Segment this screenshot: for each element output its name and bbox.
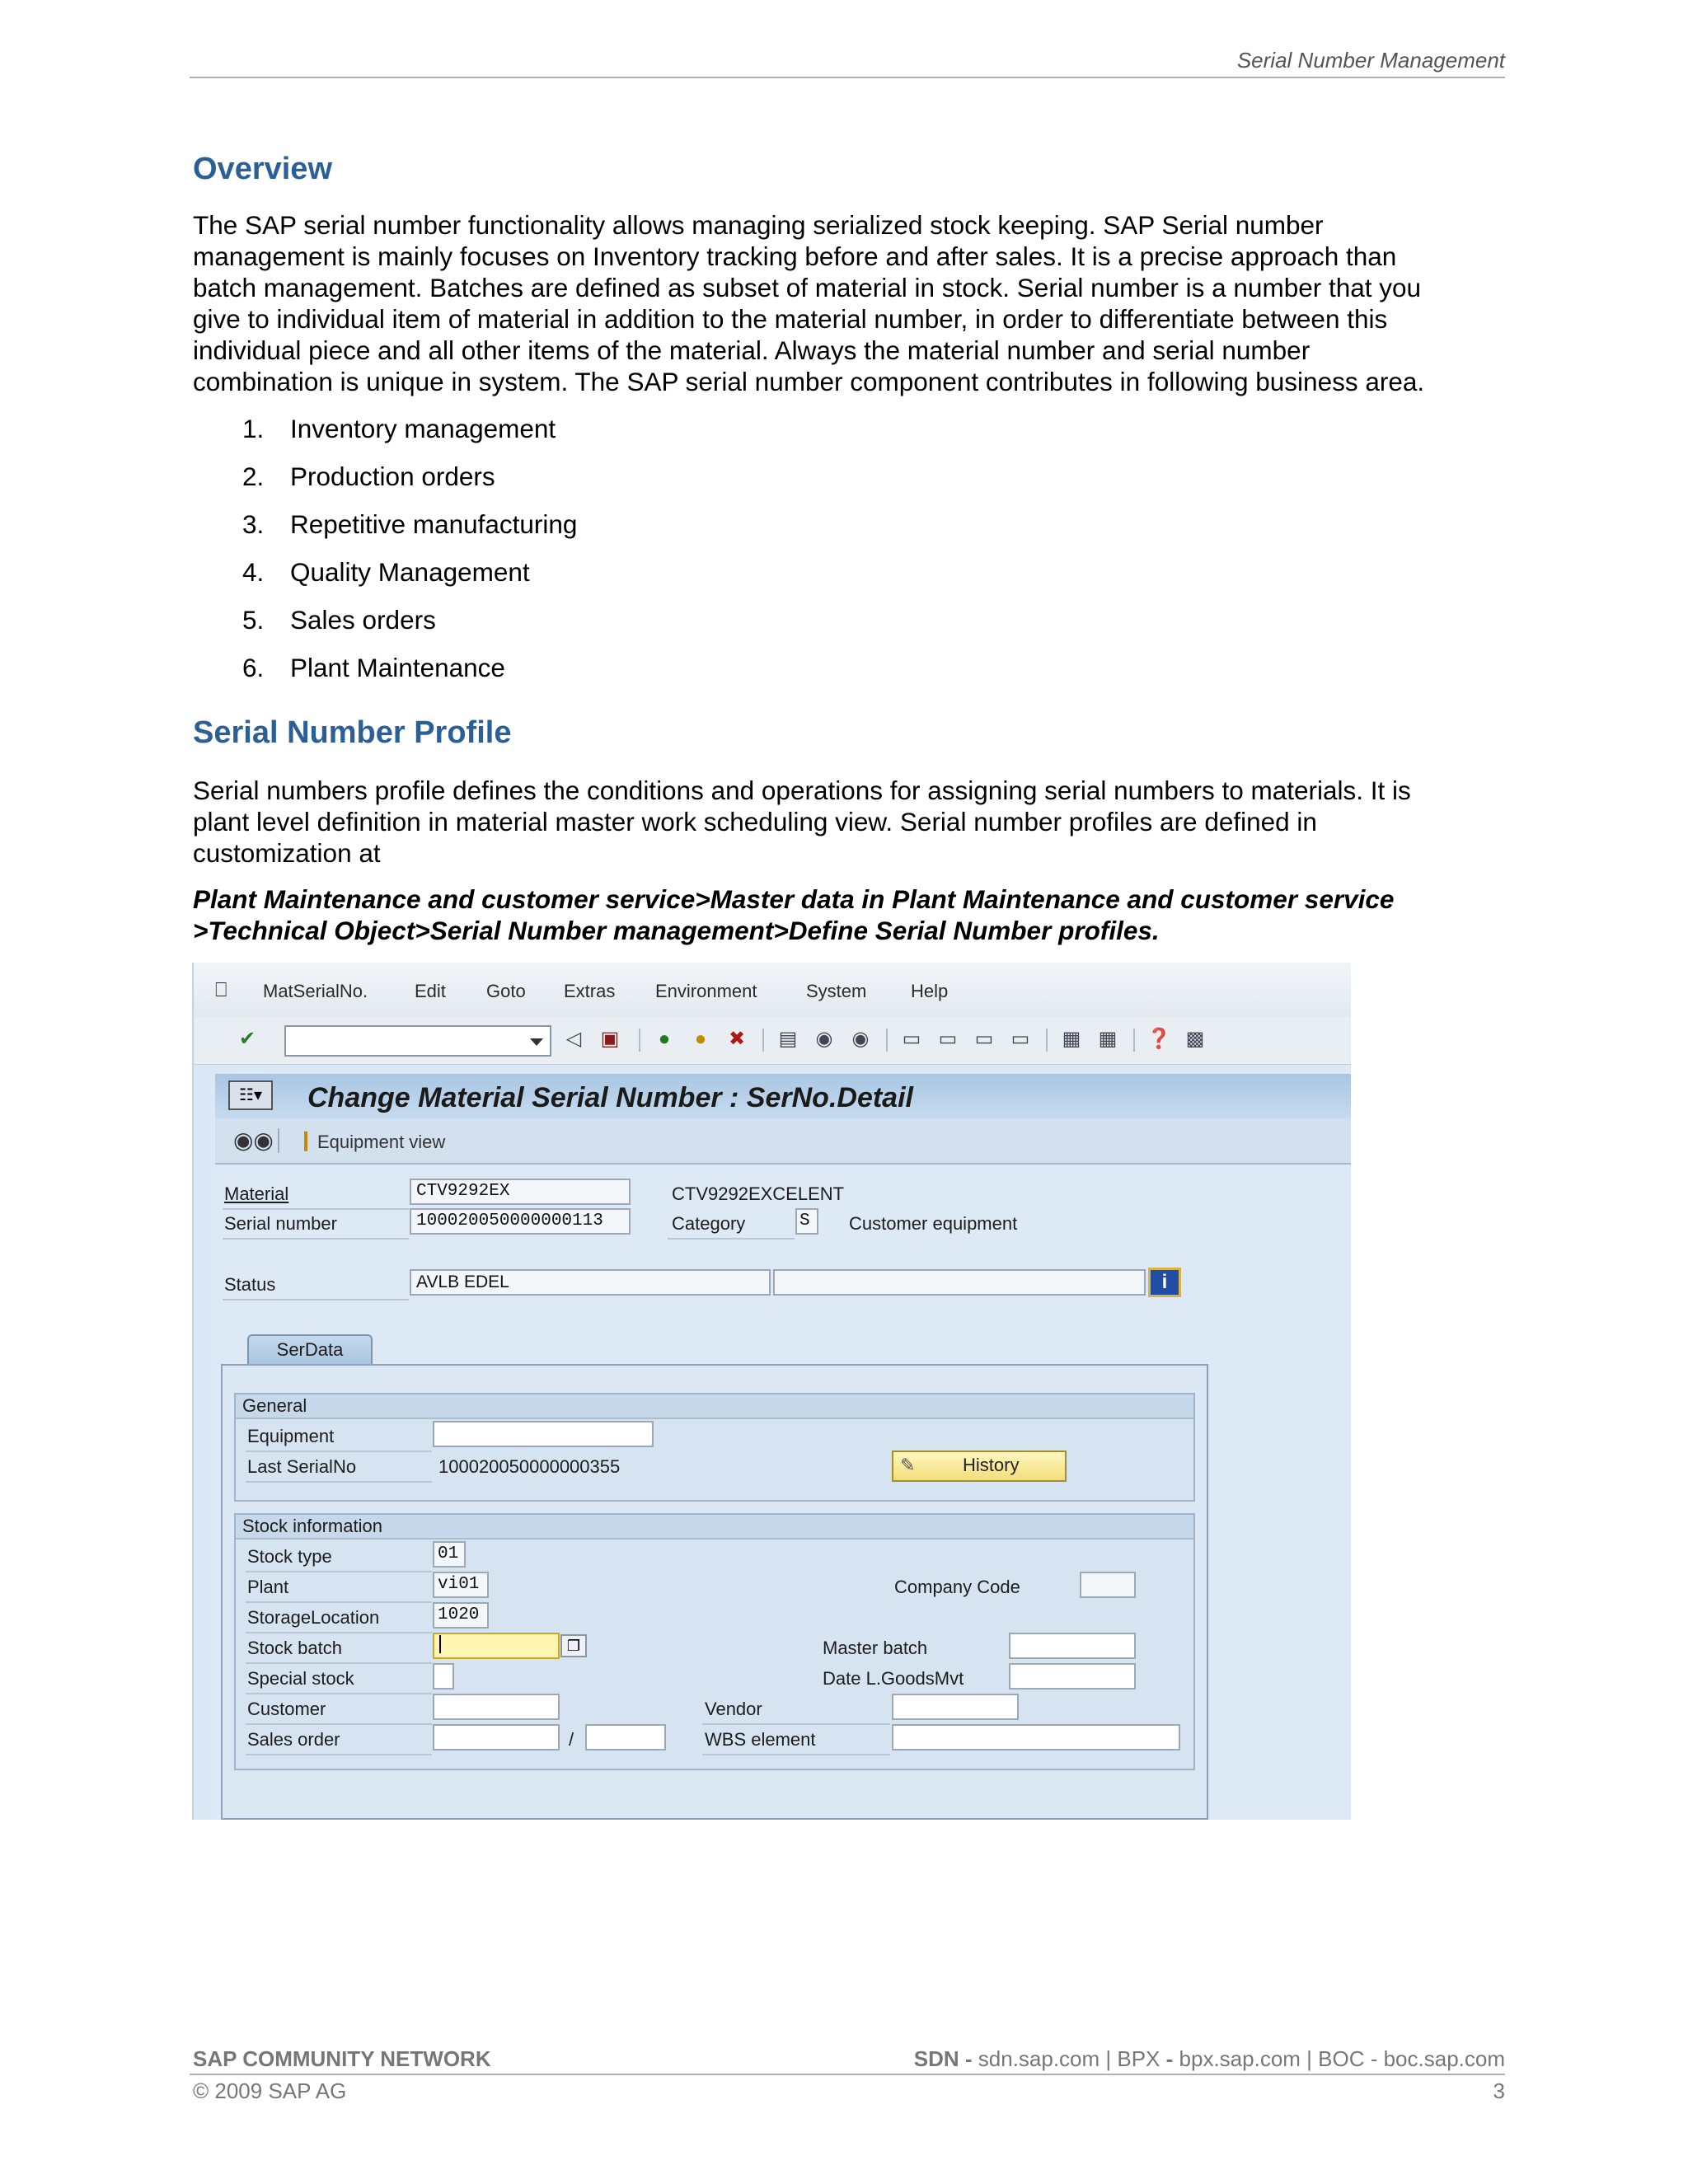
serial-number-field[interactable]: 100020050000000113	[410, 1208, 631, 1235]
history-label: History	[963, 1455, 1020, 1475]
page-number: 3	[1493, 2079, 1505, 2103]
equipment-icon: ❙	[298, 1129, 315, 1151]
info-icon[interactable]: i	[1148, 1268, 1181, 1297]
field-underline	[223, 1299, 409, 1301]
layout-menu-icon[interactable]: ▩	[1185, 1028, 1205, 1050]
menu-extras[interactable]: Extras	[564, 981, 616, 1001]
overview-line: The SAP serial number functionality allows managing serialized stock keeping. SAP Serial number	[193, 210, 1324, 240]
menu-environment[interactable]: Environment	[655, 981, 757, 1001]
list-item	[193, 461, 935, 509]
list-text: Plant Maintenance	[290, 653, 505, 682]
equipment-field[interactable]	[433, 1421, 654, 1447]
screen-title-bar	[215, 1074, 1351, 1118]
field-underline	[246, 1481, 432, 1483]
shortcut-icon[interactable]: ▦	[1098, 1028, 1118, 1050]
stock-batch-field[interactable]	[433, 1633, 560, 1659]
profile-line: customization at	[193, 838, 381, 868]
find-icon[interactable]: ◉	[815, 1028, 833, 1050]
toolbar-separator	[639, 1029, 640, 1052]
overview-paragraph	[193, 209, 1512, 397]
header-rule	[190, 77, 1505, 78]
toolbar-separator	[886, 1029, 888, 1052]
running-head: Serial Number Management	[1236, 48, 1505, 73]
field-underline	[246, 1754, 432, 1755]
chevron-down-icon	[530, 1038, 543, 1046]
equipment-label: Equipment	[247, 1426, 335, 1446]
save-icon[interactable]: ▣	[600, 1028, 620, 1050]
field-underline	[246, 1723, 432, 1725]
material-field[interactable]: CTV9292EX	[410, 1179, 631, 1205]
overview-line: combination is unique in system. The SAP serial number component contributes in following business area.	[193, 367, 1425, 396]
path-line: >Technical Object>Serial Number management>Define Serial Number profiles.	[193, 916, 1160, 945]
last-serialno-value: 100020050000000355	[438, 1456, 621, 1477]
field-underline	[246, 1632, 432, 1633]
list-item	[193, 604, 935, 652]
field-underline	[246, 1662, 432, 1664]
menu-help[interactable]: Help	[911, 981, 949, 1001]
customization-path	[193, 883, 1528, 946]
sales-order-field[interactable]	[433, 1724, 560, 1750]
menu-edit[interactable]: Edit	[415, 981, 446, 1001]
history-button[interactable]	[892, 1451, 1067, 1482]
sales-order-label: Sales order	[247, 1729, 340, 1750]
list-item	[193, 509, 935, 556]
previous-page-icon[interactable]: ▭	[938, 1028, 958, 1050]
list-number: 1.	[242, 414, 265, 443]
general-group	[234, 1393, 1195, 1502]
stock-type-label: Stock type	[247, 1546, 332, 1567]
cancel-icon[interactable]: ✖	[728, 1028, 746, 1050]
toolbar-separator	[1133, 1029, 1135, 1052]
master-batch-field[interactable]	[1009, 1633, 1136, 1659]
footer-network: SAP COMMUNITY NETWORK	[193, 2046, 491, 2071]
history-icon: ✎	[900, 1455, 916, 1475]
general-group-title: General	[236, 1394, 1193, 1419]
customer-label: Customer	[247, 1699, 326, 1719]
command-field[interactable]	[284, 1025, 551, 1057]
toolbar-separator	[278, 1128, 279, 1153]
list-item	[193, 413, 935, 461]
list-number: 4.	[242, 557, 265, 587]
company-code-label: Company Code	[894, 1577, 1020, 1597]
sales-order-item-field[interactable]	[585, 1724, 666, 1750]
list-text: Repetitive manufacturing	[290, 509, 578, 539]
menu-matserialno[interactable]: MatSerialNo.	[263, 981, 368, 1001]
list-text: Inventory management	[290, 414, 556, 443]
field-underline	[246, 1451, 432, 1452]
overview-line: batch management. Batches are defined as subset of material in stock. Serial number is a number that you	[193, 273, 1422, 302]
list-item	[193, 652, 935, 700]
category-label: Category	[672, 1213, 746, 1234]
list-number: 6.	[242, 653, 265, 682]
wbs-element-field[interactable]	[892, 1724, 1180, 1750]
list-text: Production orders	[290, 462, 495, 491]
overview-line: individual piece and all other items of the material. Always the material number and serial number	[193, 335, 1311, 365]
material-description: CTV9292EXCELENT	[672, 1183, 845, 1204]
wbs-element-label: WBS element	[705, 1729, 816, 1750]
field-underline	[246, 1601, 432, 1603]
serial-number-label: Serial number	[224, 1213, 337, 1234]
back-icon[interactable]: ●	[658, 1028, 671, 1050]
list-text: Sales orders	[290, 605, 436, 635]
enter-check-icon[interactable]: ✔	[238, 1028, 256, 1050]
menu-icon[interactable]: ⎕	[215, 979, 227, 1001]
company-code-field[interactable]	[1080, 1572, 1136, 1598]
tab-serdata[interactable]: SerData	[247, 1334, 373, 1366]
customer-field[interactable]	[433, 1694, 560, 1720]
list-number: 2.	[242, 462, 265, 491]
stock-group-title: Stock information	[236, 1515, 1193, 1540]
profile-line: Serial numbers profile defines the conditions and operations for assigning serial numbers to materials. It is	[193, 776, 1411, 805]
user-status-field[interactable]	[773, 1269, 1146, 1296]
toolbar-separator	[1046, 1029, 1048, 1052]
new-session-icon[interactable]: ▦	[1062, 1028, 1081, 1050]
profile-paragraph	[193, 775, 1512, 869]
list-number: 3.	[242, 509, 265, 539]
footer-sdn: SDN -	[913, 2046, 973, 2071]
menu-system[interactable]: System	[806, 981, 867, 1001]
sap-menubar	[194, 963, 1351, 1017]
list-text: Quality Management	[290, 557, 530, 587]
next-page-icon[interactable]: ▭	[974, 1028, 994, 1050]
sales-order-separator: /	[569, 1729, 574, 1750]
overview-line: management is mainly focuses on Inventory tracking before and after sales. It is a precise approach than	[193, 241, 1397, 271]
field-underline	[246, 1693, 432, 1694]
footer-copyright: © 2009 SAP AG	[193, 2079, 347, 2103]
copy-icon[interactable]: ❐	[560, 1634, 587, 1657]
status-field[interactable]: AVLB EDEL	[410, 1269, 771, 1296]
footer-bpx-dash: -	[1165, 2046, 1174, 2071]
category-field[interactable]: S	[795, 1208, 818, 1235]
field-underline	[223, 1208, 409, 1210]
list-item	[193, 556, 935, 604]
equipment-view-button[interactable]: Equipment view	[317, 1132, 446, 1152]
footer-links	[914, 2046, 1505, 2072]
screen-menu-icon[interactable]: ☷▾	[228, 1080, 273, 1110]
toolbar-separator	[762, 1029, 764, 1052]
last-serialno-label: Last SerialNo	[247, 1456, 357, 1477]
first-page-icon[interactable]: ▭	[902, 1028, 921, 1050]
sap-toolbar	[194, 1017, 1351, 1065]
footer-rule	[190, 2074, 1505, 2075]
date-goods-movement-field[interactable]	[1009, 1663, 1136, 1690]
category-description: Customer equipment	[849, 1213, 1018, 1234]
screen-title: Change Material Serial Number : SerNo.Detail	[307, 1082, 913, 1113]
field-underline	[246, 1571, 432, 1572]
print-icon[interactable]: ▤	[778, 1028, 798, 1050]
date-goods-movement-label: Date L.GoodsMvt	[823, 1668, 964, 1689]
overview-line: give to individual item of material in addition to the material number, in order to differentiate between this	[193, 304, 1388, 334]
profile-heading: Serial Number Profile	[193, 715, 512, 750]
back-arrow-icon[interactable]: ◁	[565, 1028, 582, 1050]
application-toolbar	[215, 1118, 1351, 1165]
field-underline	[668, 1238, 795, 1240]
last-page-icon[interactable]: ▭	[1010, 1028, 1030, 1050]
field-underline	[223, 1238, 409, 1240]
vendor-field[interactable]	[892, 1694, 1019, 1720]
special-stock-label: Special stock	[247, 1668, 354, 1689]
plant-label: Plant	[247, 1577, 289, 1597]
storage-location-field[interactable]: 1020	[433, 1602, 489, 1629]
binoculars-icon[interactable]: ◉◉	[233, 1127, 274, 1153]
vendor-label: Vendor	[705, 1699, 762, 1719]
menu-goto[interactable]: Goto	[486, 981, 526, 1001]
path-line: Plant Maintenance and customer service>Master data in Plant Maintenance and customer service	[193, 884, 1395, 914]
list-number: 5.	[242, 605, 265, 635]
text-cursor	[439, 1635, 441, 1653]
field-underline	[702, 1723, 890, 1725]
exit-icon[interactable]: ●	[694, 1028, 707, 1050]
master-batch-label: Master batch	[823, 1638, 928, 1658]
help-icon[interactable]: ❓	[1146, 1028, 1171, 1050]
business-area-list	[193, 413, 935, 700]
footer-sdn-url[interactable]: sdn.sap.com | BPX	[972, 2046, 1166, 2071]
footer-bpx-url[interactable]: bpx.sap.com | BOC - boc.sap.com	[1173, 2046, 1505, 2071]
profile-line: plant level definition in material master work scheduling view. Serial number profiles are defined in	[193, 807, 1317, 837]
status-label: Status	[224, 1274, 276, 1295]
stock-batch-label: Stock batch	[247, 1638, 342, 1658]
field-underline	[702, 1754, 890, 1755]
storage-location-label: StorageLocation	[247, 1607, 380, 1628]
material-label: Material	[224, 1183, 289, 1204]
stock-type-field[interactable]: 01	[433, 1541, 466, 1568]
overview-heading: Overview	[193, 152, 332, 186]
plant-field[interactable]: vi01	[433, 1572, 489, 1598]
special-stock-field[interactable]	[433, 1663, 454, 1690]
find-next-icon[interactable]: ◉	[851, 1028, 870, 1050]
